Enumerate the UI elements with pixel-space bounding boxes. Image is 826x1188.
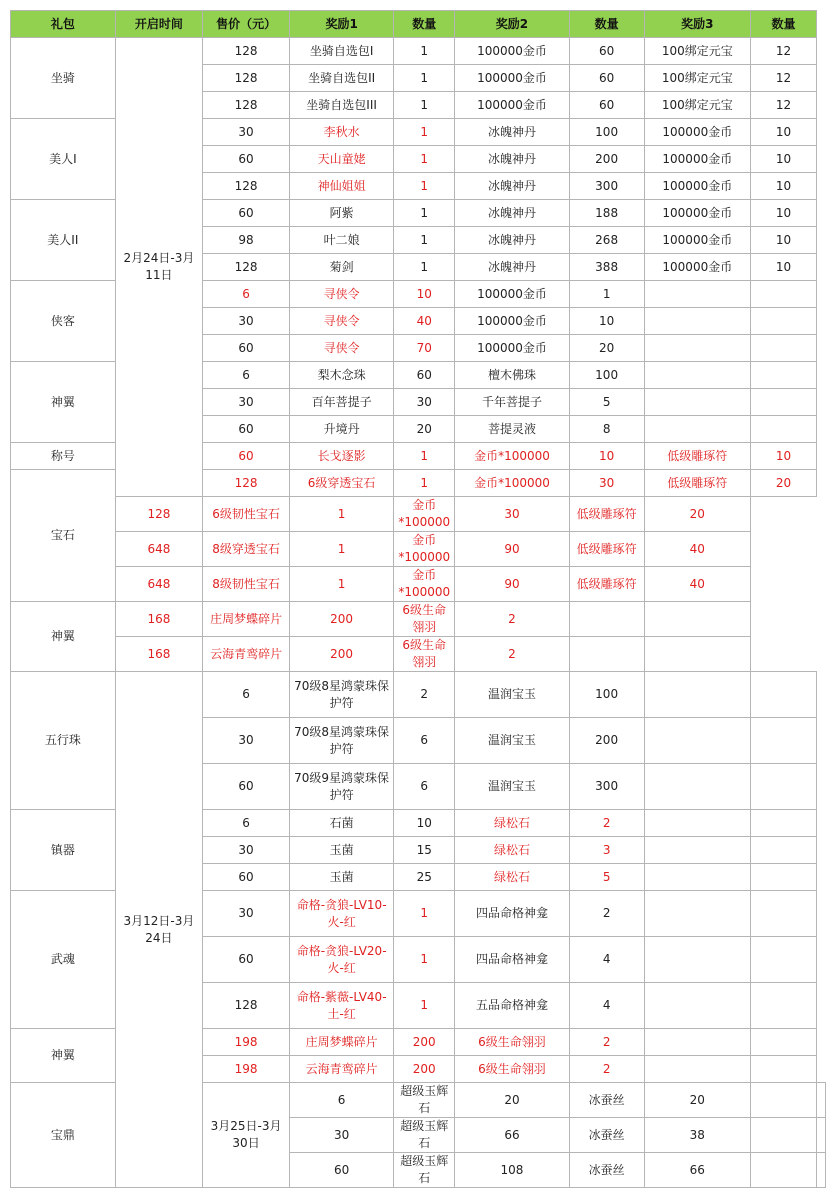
qty-2-cell: 2 xyxy=(455,602,570,637)
table-row xyxy=(11,497,826,532)
qty-1-cell: 108 xyxy=(455,1153,570,1188)
price-cell: 648 xyxy=(115,567,202,602)
header-gift-pack: 礼包 xyxy=(11,11,116,38)
header-qty-1: 数量 xyxy=(394,11,455,38)
price-cell: 6 xyxy=(289,1083,393,1118)
reward-3-cell xyxy=(751,1118,817,1153)
price-cell: 30 xyxy=(203,308,290,335)
qty-3-cell xyxy=(751,937,817,983)
price-cell: 128 xyxy=(203,254,290,281)
qty-3-cell: 10 xyxy=(751,254,817,281)
price-cell: 98 xyxy=(203,227,290,254)
price-cell: 60 xyxy=(289,1153,393,1188)
qty-1-cell: 1 xyxy=(394,227,455,254)
price-cell: 30 xyxy=(203,891,290,937)
gift-pack-table xyxy=(10,10,826,1188)
price-cell: 128 xyxy=(203,38,290,65)
price-cell: 60 xyxy=(203,864,290,891)
reward-3-cell: 低级雕琢符 xyxy=(569,497,644,532)
qty-3-cell xyxy=(817,1118,826,1153)
reward-3-cell xyxy=(644,983,751,1029)
reward-1-cell: 寻侠令 xyxy=(289,308,393,335)
qty-1-cell: 6 xyxy=(394,764,455,810)
reward-1-cell: 庄周梦蝶碎片 xyxy=(289,1029,393,1056)
qty-1-cell: 1 xyxy=(289,532,393,567)
reward-2-cell: 100000金币 xyxy=(455,38,570,65)
qty-1-cell: 1 xyxy=(394,38,455,65)
qty-2-cell: 60 xyxy=(569,92,644,119)
qty-2-cell: 2 xyxy=(569,1029,644,1056)
qty-3-cell xyxy=(644,637,751,672)
qty-1-cell: 30 xyxy=(394,389,455,416)
table-row xyxy=(11,567,826,602)
reward-1-cell: 8级韧性宝石 xyxy=(203,567,290,602)
qty-1-cell: 200 xyxy=(394,1056,455,1083)
reward-2-cell: 温润宝玉 xyxy=(455,718,570,764)
open-time-cell: 2月24日-3月11日 xyxy=(115,38,202,497)
price-cell: 60 xyxy=(203,146,290,173)
header-reward-1: 奖励1 xyxy=(289,11,393,38)
qty-3-cell xyxy=(751,764,817,810)
gift-pack-name-cell: 镇器 xyxy=(11,810,116,891)
gift-pack-name-cell: 神翼 xyxy=(11,602,116,672)
reward-3-cell xyxy=(644,718,751,764)
reward-1-cell: 70级8星鸿蒙珠保护符 xyxy=(289,672,393,718)
qty-3-cell: 10 xyxy=(751,443,817,470)
qty-2-cell: 90 xyxy=(455,567,570,602)
gift-pack-table-container xyxy=(10,10,826,1188)
reward-1-cell: 梨木念珠 xyxy=(289,362,393,389)
reward-3-cell xyxy=(644,810,751,837)
qty-3-cell: 10 xyxy=(751,200,817,227)
qty-1-cell: 66 xyxy=(455,1118,570,1153)
qty-1-cell: 1 xyxy=(394,937,455,983)
reward-3-cell xyxy=(644,1056,751,1083)
reward-2-cell: 冰蚕丝 xyxy=(569,1153,644,1188)
qty-3-cell xyxy=(751,335,817,362)
price-cell: 128 xyxy=(203,470,290,497)
reward-1-cell: 玉菌 xyxy=(289,864,393,891)
reward-3-cell: 低级雕琢符 xyxy=(644,443,751,470)
qty-1-cell: 10 xyxy=(394,281,455,308)
reward-1-cell: 寻侠令 xyxy=(289,335,393,362)
qty-1-cell: 200 xyxy=(289,637,393,672)
reward-2-cell: 冰魄神丹 xyxy=(455,200,570,227)
reward-2-cell: 冰魄神丹 xyxy=(455,119,570,146)
gift-pack-name-cell: 五行珠 xyxy=(11,672,116,810)
qty-2-cell: 10 xyxy=(569,443,644,470)
reward-2-cell: 100000金币 xyxy=(455,92,570,119)
reward-3-cell xyxy=(644,764,751,810)
reward-2-cell: 冰蚕丝 xyxy=(569,1083,644,1118)
price-cell: 6 xyxy=(203,810,290,837)
reward-2-cell: 绿松石 xyxy=(455,864,570,891)
reward-1-cell: 寻侠令 xyxy=(289,281,393,308)
qty-2-cell: 4 xyxy=(569,937,644,983)
reward-2-cell: 冰蚕丝 xyxy=(569,1118,644,1153)
price-cell: 30 xyxy=(289,1118,393,1153)
reward-3-cell xyxy=(751,1153,817,1188)
qty-3-cell xyxy=(751,362,817,389)
reward-2-cell: 五品命格神龛 xyxy=(455,983,570,1029)
qty-1-cell: 1 xyxy=(394,92,455,119)
qty-2-cell: 5 xyxy=(569,864,644,891)
qty-2-cell: 100 xyxy=(569,119,644,146)
qty-3-cell: 20 xyxy=(751,470,817,497)
qty-1-cell: 20 xyxy=(455,1083,570,1118)
qty-2-cell: 30 xyxy=(569,470,644,497)
price-cell: 60 xyxy=(203,443,290,470)
qty-3-cell xyxy=(751,837,817,864)
reward-1-cell: 玉菌 xyxy=(289,837,393,864)
qty-1-cell: 25 xyxy=(394,864,455,891)
qty-1-cell: 1 xyxy=(394,119,455,146)
qty-3-cell: 40 xyxy=(644,567,751,602)
price-cell: 6 xyxy=(203,362,290,389)
qty-1-cell: 1 xyxy=(394,891,455,937)
qty-1-cell: 200 xyxy=(394,1029,455,1056)
qty-2-cell: 60 xyxy=(569,65,644,92)
reward-2-cell: 100000金币 xyxy=(455,281,570,308)
header-reward-2: 奖励2 xyxy=(455,11,570,38)
open-time-cell: 3月25日-3月30日 xyxy=(203,1083,290,1188)
reward-2-cell: 冰魄神丹 xyxy=(455,254,570,281)
qty-1-cell: 1 xyxy=(394,470,455,497)
qty-3-cell: 10 xyxy=(751,146,817,173)
reward-1-cell: 超级玉辉石 xyxy=(394,1153,455,1188)
qty-2-cell: 5 xyxy=(569,389,644,416)
reward-2-cell: 千年菩提子 xyxy=(455,389,570,416)
reward-2-cell: 6级生命翎羽 xyxy=(455,1029,570,1056)
qty-2-cell: 20 xyxy=(644,1083,751,1118)
reward-1-cell: 坐骑自选包III xyxy=(289,92,393,119)
open-time-cell: 3月12日-3月24日 xyxy=(115,672,202,1188)
price-cell: 128 xyxy=(115,497,202,532)
qty-3-cell xyxy=(751,983,817,1029)
header-reward-3: 奖励3 xyxy=(644,11,751,38)
qty-1-cell: 1 xyxy=(289,497,393,532)
price-cell: 60 xyxy=(203,764,290,810)
qty-3-cell xyxy=(751,718,817,764)
reward-3-cell xyxy=(644,937,751,983)
reward-1-cell: 叶二娘 xyxy=(289,227,393,254)
reward-3-cell: 100000金币 xyxy=(644,227,751,254)
qty-2-cell: 2 xyxy=(569,1056,644,1083)
reward-2-cell: 100000金币 xyxy=(455,65,570,92)
reward-3-cell: 100000金币 xyxy=(644,173,751,200)
reward-1-cell: 长戈逐影 xyxy=(289,443,393,470)
table-row xyxy=(11,672,826,718)
qty-1-cell: 70 xyxy=(394,335,455,362)
reward-3-cell xyxy=(644,891,751,937)
qty-3-cell xyxy=(751,1029,817,1056)
reward-1-cell: 8级穿透宝石 xyxy=(203,532,290,567)
reward-2-cell: 温润宝玉 xyxy=(455,672,570,718)
qty-1-cell: 1 xyxy=(394,146,455,173)
reward-2-cell: 冰魄神丹 xyxy=(455,146,570,173)
qty-2-cell: 2 xyxy=(455,637,570,672)
reward-3-cell: 100绑定元宝 xyxy=(644,38,751,65)
reward-1-cell: 命格-贪狼-LV10-火-红 xyxy=(289,891,393,937)
reward-3-cell xyxy=(569,602,644,637)
reward-3-cell: 低级雕琢符 xyxy=(569,532,644,567)
header-open-time: 开启时间 xyxy=(115,11,202,38)
reward-1-cell: 云海青鸾碎片 xyxy=(289,1056,393,1083)
reward-1-cell: 命格-紫薇-LV40-土-红 xyxy=(289,983,393,1029)
reward-2-cell: 金币*100000 xyxy=(394,532,455,567)
reward-1-cell: 6级韧性宝石 xyxy=(203,497,290,532)
reward-1-cell: 升境丹 xyxy=(289,416,393,443)
gift-pack-name-cell: 神翼 xyxy=(11,362,116,443)
reward-1-cell: 命格-贪狼-LV20-火-红 xyxy=(289,937,393,983)
price-cell: 128 xyxy=(203,65,290,92)
reward-2-cell: 6级生命翎羽 xyxy=(394,637,455,672)
reward-3-cell xyxy=(644,416,751,443)
reward-2-cell: 金币*100000 xyxy=(394,567,455,602)
reward-3-cell xyxy=(644,1029,751,1056)
reward-1-cell: 6级穿透宝石 xyxy=(289,470,393,497)
table-body xyxy=(11,38,826,1188)
qty-2-cell: 20 xyxy=(569,335,644,362)
qty-3-cell xyxy=(644,602,751,637)
table-header-row xyxy=(11,11,826,38)
reward-2-cell: 四品命格神龛 xyxy=(455,891,570,937)
gift-pack-name-cell: 侠客 xyxy=(11,281,116,362)
qty-3-cell xyxy=(751,864,817,891)
reward-3-cell xyxy=(644,389,751,416)
reward-3-cell xyxy=(751,1083,817,1118)
reward-2-cell: 6级生命翎羽 xyxy=(455,1056,570,1083)
reward-1-cell: 菊剑 xyxy=(289,254,393,281)
reward-1-cell: 阿紫 xyxy=(289,200,393,227)
reward-3-cell: 100000金币 xyxy=(644,200,751,227)
qty-1-cell: 1 xyxy=(394,65,455,92)
reward-2-cell: 绿松石 xyxy=(455,837,570,864)
price-cell: 30 xyxy=(203,837,290,864)
price-cell: 128 xyxy=(203,173,290,200)
qty-3-cell xyxy=(751,308,817,335)
gift-pack-name-cell: 美人II xyxy=(11,200,116,281)
reward-2-cell: 金币*100000 xyxy=(455,470,570,497)
price-cell: 60 xyxy=(203,937,290,983)
reward-3-cell: 100绑定元宝 xyxy=(644,92,751,119)
price-cell: 60 xyxy=(203,335,290,362)
reward-2-cell: 绿松石 xyxy=(455,810,570,837)
qty-2-cell: 268 xyxy=(569,227,644,254)
gift-pack-name-cell: 武魂 xyxy=(11,891,116,1029)
reward-3-cell: 100000金币 xyxy=(644,146,751,173)
qty-1-cell: 2 xyxy=(394,672,455,718)
price-cell: 168 xyxy=(115,602,202,637)
reward-2-cell: 温润宝玉 xyxy=(455,764,570,810)
price-cell: 6 xyxy=(203,672,290,718)
price-cell: 648 xyxy=(115,532,202,567)
qty-2-cell: 3 xyxy=(569,837,644,864)
reward-1-cell: 庄周梦蝶碎片 xyxy=(203,602,290,637)
qty-2-cell: 200 xyxy=(569,146,644,173)
qty-1-cell: 1 xyxy=(394,254,455,281)
table-row xyxy=(11,637,826,672)
reward-1-cell: 百年菩提子 xyxy=(289,389,393,416)
reward-3-cell: 100000金币 xyxy=(644,119,751,146)
qty-1-cell: 20 xyxy=(394,416,455,443)
qty-3-cell: 12 xyxy=(751,92,817,119)
qty-3-cell: 10 xyxy=(751,227,817,254)
qty-2-cell: 8 xyxy=(569,416,644,443)
reward-3-cell xyxy=(644,864,751,891)
qty-1-cell: 6 xyxy=(394,718,455,764)
qty-2-cell: 4 xyxy=(569,983,644,1029)
qty-2-cell: 2 xyxy=(569,810,644,837)
qty-2-cell: 30 xyxy=(455,497,570,532)
gift-pack-name-cell: 神翼 xyxy=(11,1029,116,1083)
gift-pack-name-cell: 宝石 xyxy=(11,470,116,602)
reward-3-cell xyxy=(644,362,751,389)
qty-3-cell xyxy=(751,389,817,416)
qty-1-cell: 1 xyxy=(394,443,455,470)
reward-3-cell: 低级雕琢符 xyxy=(644,470,751,497)
qty-1-cell: 60 xyxy=(394,362,455,389)
qty-2-cell: 188 xyxy=(569,200,644,227)
gift-pack-name-cell: 宝鼎 xyxy=(11,1083,116,1188)
reward-1-cell: 石菌 xyxy=(289,810,393,837)
price-cell: 30 xyxy=(203,119,290,146)
reward-1-cell: 超级玉辉石 xyxy=(394,1083,455,1118)
qty-3-cell xyxy=(751,672,817,718)
reward-2-cell: 檀木佛珠 xyxy=(455,362,570,389)
reward-3-cell: 低级雕琢符 xyxy=(569,567,644,602)
price-cell: 198 xyxy=(203,1056,290,1083)
qty-2-cell: 300 xyxy=(569,173,644,200)
price-cell: 60 xyxy=(203,416,290,443)
qty-1-cell: 1 xyxy=(394,983,455,1029)
qty-1-cell: 10 xyxy=(394,810,455,837)
qty-3-cell xyxy=(751,891,817,937)
reward-3-cell xyxy=(644,672,751,718)
qty-1-cell: 1 xyxy=(394,173,455,200)
qty-3-cell xyxy=(751,281,817,308)
qty-2-cell: 388 xyxy=(569,254,644,281)
reward-2-cell: 金币*100000 xyxy=(394,497,455,532)
price-cell: 168 xyxy=(115,637,202,672)
reward-1-cell: 云海青鸾碎片 xyxy=(203,637,290,672)
gift-pack-name-cell: 坐骑 xyxy=(11,38,116,119)
qty-1-cell: 15 xyxy=(394,837,455,864)
reward-2-cell: 冰魄神丹 xyxy=(455,173,570,200)
reward-3-cell xyxy=(644,335,751,362)
reward-3-cell xyxy=(569,637,644,672)
header-price: 售价（元） xyxy=(203,11,290,38)
reward-1-cell: 李秋水 xyxy=(289,119,393,146)
qty-3-cell: 12 xyxy=(751,38,817,65)
price-cell: 30 xyxy=(203,718,290,764)
qty-3-cell: 40 xyxy=(644,532,751,567)
qty-2-cell: 38 xyxy=(644,1118,751,1153)
reward-3-cell xyxy=(644,281,751,308)
price-cell: 128 xyxy=(203,92,290,119)
qty-3-cell xyxy=(817,1153,826,1188)
reward-3-cell xyxy=(644,308,751,335)
reward-2-cell: 100000金币 xyxy=(455,335,570,362)
table-row xyxy=(11,602,826,637)
qty-2-cell: 66 xyxy=(644,1153,751,1188)
reward-1-cell: 超级玉辉石 xyxy=(394,1118,455,1153)
qty-3-cell: 20 xyxy=(644,497,751,532)
qty-2-cell: 10 xyxy=(569,308,644,335)
header-qty-2: 数量 xyxy=(569,11,644,38)
table-row xyxy=(11,38,826,65)
reward-1-cell: 坐骑自选包I xyxy=(289,38,393,65)
qty-2-cell: 300 xyxy=(569,764,644,810)
qty-3-cell xyxy=(751,810,817,837)
qty-3-cell: 12 xyxy=(751,65,817,92)
reward-3-cell xyxy=(644,837,751,864)
reward-2-cell: 冰魄神丹 xyxy=(455,227,570,254)
gift-pack-name-cell: 称号 xyxy=(11,443,116,470)
qty-2-cell: 100 xyxy=(569,362,644,389)
qty-2-cell: 200 xyxy=(569,718,644,764)
qty-3-cell xyxy=(817,1083,826,1118)
price-cell: 128 xyxy=(203,983,290,1029)
qty-2-cell: 100 xyxy=(569,672,644,718)
reward-1-cell: 70级8星鸿蒙珠保护符 xyxy=(289,718,393,764)
price-cell: 6 xyxy=(203,281,290,308)
reward-1-cell: 坐骑自选包II xyxy=(289,65,393,92)
qty-2-cell: 90 xyxy=(455,532,570,567)
qty-2-cell: 1 xyxy=(569,281,644,308)
price-cell: 30 xyxy=(203,389,290,416)
qty-3-cell: 10 xyxy=(751,119,817,146)
qty-1-cell: 40 xyxy=(394,308,455,335)
reward-2-cell: 四品命格神龛 xyxy=(455,937,570,983)
qty-2-cell: 2 xyxy=(569,891,644,937)
qty-2-cell: 60 xyxy=(569,38,644,65)
price-cell: 60 xyxy=(203,200,290,227)
reward-1-cell: 70级9星鸿蒙珠保护符 xyxy=(289,764,393,810)
reward-2-cell: 100000金币 xyxy=(455,308,570,335)
price-cell: 198 xyxy=(203,1029,290,1056)
qty-1-cell: 1 xyxy=(289,567,393,602)
qty-3-cell xyxy=(751,416,817,443)
reward-2-cell: 菩提灵液 xyxy=(455,416,570,443)
reward-2-cell: 6级生命翎羽 xyxy=(394,602,455,637)
gift-pack-name-cell: 美人I xyxy=(11,119,116,200)
reward-3-cell: 100000金币 xyxy=(644,254,751,281)
reward-2-cell: 金币*100000 xyxy=(455,443,570,470)
table-row xyxy=(11,532,826,567)
header-qty-3: 数量 xyxy=(751,11,817,38)
qty-3-cell: 10 xyxy=(751,173,817,200)
reward-1-cell: 天山童姥 xyxy=(289,146,393,173)
qty-1-cell: 200 xyxy=(289,602,393,637)
reward-1-cell: 神仙姐姐 xyxy=(289,173,393,200)
qty-1-cell: 1 xyxy=(394,200,455,227)
reward-3-cell: 100绑定元宝 xyxy=(644,65,751,92)
qty-3-cell xyxy=(751,1056,817,1083)
